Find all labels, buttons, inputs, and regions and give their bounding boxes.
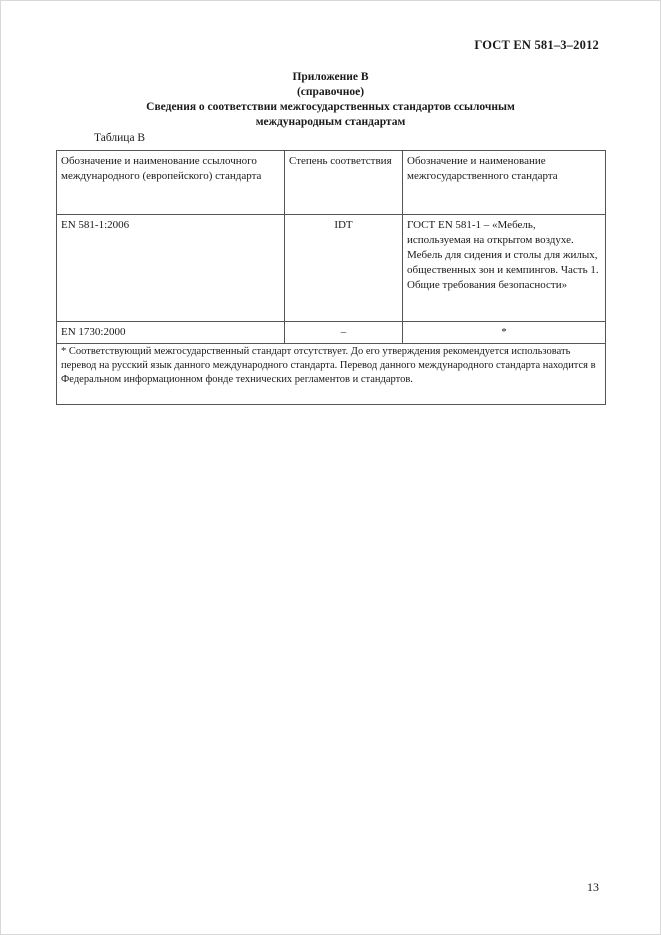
table-label: Таблица В [94, 132, 146, 144]
cell-standard: * [403, 322, 606, 344]
header-interstate-standard: Обозначение и наименование межгосударственного стандарта [403, 151, 606, 215]
annex-heading-line1: Сведения о соответствии межгосударственных стандартов ссылочным [146, 101, 515, 113]
header-degree: Степень соответствия [285, 151, 403, 215]
table-footnote: * Соответствующий межгосударственный стандарт отсутствует. До его утверждения рекомендуется использовать перевод на русский язык данного международного стандарта. Перевод данного международного стандарта находится в Федеральном информационном фонде технических регламентов и стандартов. [57, 344, 606, 405]
table-header-row [57, 151, 606, 215]
cell-degree: IDT [285, 215, 403, 322]
cell-standard: ГОСТ EN 581-1 – «Мебель, используемая на открытом воздухе. Мебель для сидения и столы для жилых, общественных зон и кемпингов. Часть 1. Общие требования безопасности» [403, 215, 606, 322]
cell-degree: – [285, 322, 403, 344]
annex-title: Приложение В [292, 71, 369, 83]
page-number: 13 [587, 880, 599, 894]
standards-table [56, 150, 606, 405]
annex-heading [56, 70, 605, 130]
annex-heading-line2: международным стандартам [255, 116, 406, 128]
annex-subtitle: (справочное) [296, 86, 365, 98]
cell-reference: EN 581-1:2006 [57, 215, 285, 322]
table-footnote-row [57, 344, 606, 405]
table-row [57, 322, 606, 344]
table-row [57, 215, 606, 322]
document-code: ГОСТ EN 581–3–2012 [474, 38, 599, 52]
cell-reference: EN 1730:2000 [57, 322, 285, 344]
header-reference-standard: Обозначение и наименование ссылочного международного (европейского) стандарта [57, 151, 285, 215]
